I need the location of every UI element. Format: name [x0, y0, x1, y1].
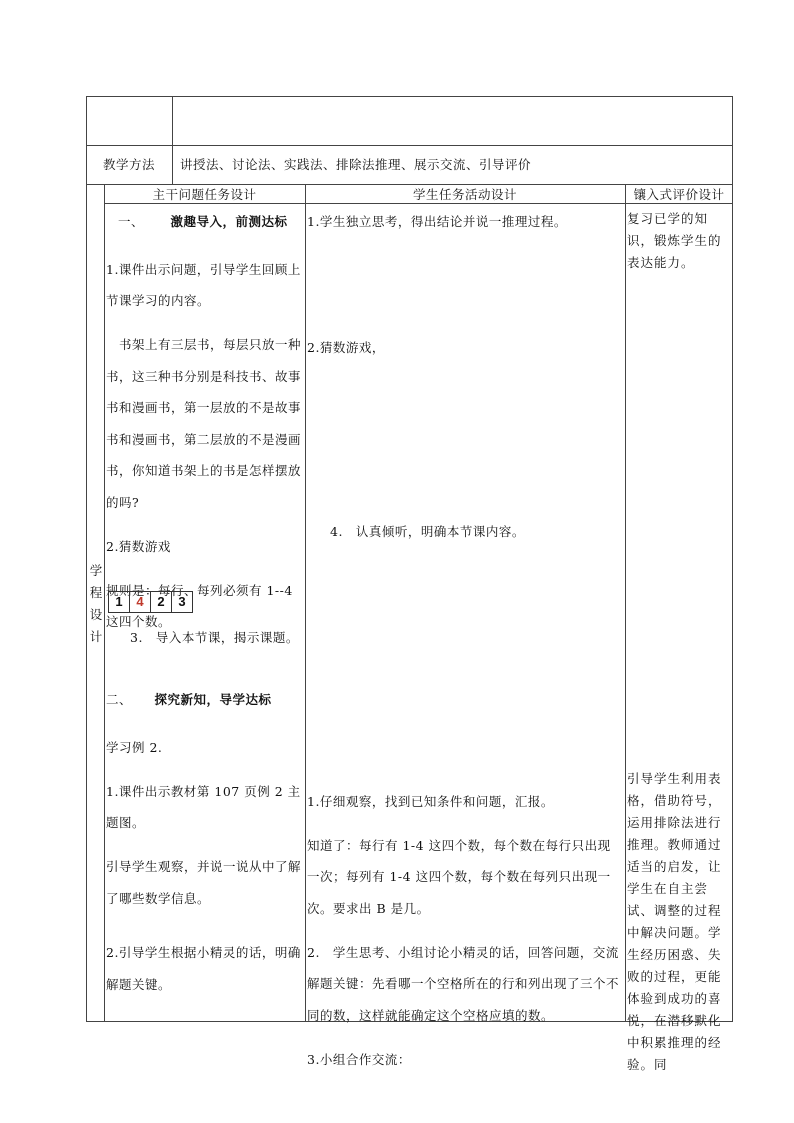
evaluation-2: 引导学生利用表格，借助符号，运用排除法进行推理。教师通过适当的启发，让学生在自主尝试、调整的过程中解决问题。学生经历困惑、失败的过程，更能体验到成功的喜悦，在潜移默化中积累推理的经验。同: [627, 771, 722, 1072]
paragraph: 学习例 2.: [106, 739, 163, 755]
paragraph: 引导学生观察，并说一说从中了解了哪些数学信息。: [106, 859, 302, 906]
grid-cell: 3: [178, 594, 186, 609]
section1-body: [106, 241, 302, 650]
activity-1: 1.学生独立思考，得出结论并说一推理过程。: [307, 214, 567, 229]
grid-cell-highlight: 4: [130, 592, 151, 612]
header-task-design: 主干问题任务设计: [152, 187, 257, 202]
section1-heading: 一、 激趣导入，前测达标: [118, 214, 288, 229]
paragraph: 2.猜数游戏: [106, 538, 171, 554]
activity-3: 4. 认真倾听，明确本节课内容。: [330, 524, 525, 539]
paragraph: 1.课件出示问题，引导学生回顾上节课学习的内容。: [106, 261, 301, 308]
paragraph: 规则是：每行、每列必须有 1--4 这四个数。: [106, 582, 293, 629]
section2-heading: 二、 探究新知，导学达标: [106, 692, 272, 707]
method-label: 教学方法: [102, 157, 155, 172]
col-divider: [172, 96, 173, 184]
header-evaluation: 镶入式评价设计: [633, 187, 725, 202]
paragraph: 2.引导学生根据小精灵的话，明确解题关键。: [106, 945, 301, 992]
grid-cell: 2: [151, 592, 172, 612]
col-divider: [104, 184, 105, 1022]
side-label: 学 程 设 计: [89, 563, 103, 644]
method-value: 讲授法、讨论法、实践法、排除法推理、展示交流、引导评价: [180, 157, 532, 172]
grid-cell: 1: [109, 592, 130, 612]
col-divider: [305, 184, 306, 1022]
section2-body: [106, 719, 302, 927]
row-divider: [86, 145, 733, 146]
activity-4: 1.仔细观察，找到已知条件和问题，汇报。 知道了：每行有 1-4 这四个数，每个数在每行只出现一次；每列有 1-4 这四个数，每个数在每列只出现一次。要求出 B 是几。 2. 学生思考、小组讨论小精灵的话，回答问题，交流解题关键：先看哪一个空格所在的行和列出现了三个不同的数，这样就能确定这个空格应填的数。 3.小组合作交流：: [307, 793, 620, 1067]
paragraph: 1.课件出示教材第 107 页例 2 主题图。: [106, 783, 301, 830]
col-divider: [625, 184, 626, 1022]
activity-2: 2.猜数游戏，: [307, 340, 385, 355]
number-grid: [108, 591, 193, 613]
header-student-activity: 学生任务活动设计: [412, 187, 517, 202]
paragraph: 3. 导入本节课，揭示课题。: [130, 630, 299, 645]
evaluation-1: 复习已学的知识，锻炼学生的表达能力。: [627, 211, 722, 270]
paragraph: 书架上有三层书，每层只放一种书，这三种书分别是科技书、故事书和漫画书，第一层放的不是故事书和漫画书，第二层放的不是漫画书，你知道书架上的书是怎样摆放的吗?: [106, 337, 302, 510]
